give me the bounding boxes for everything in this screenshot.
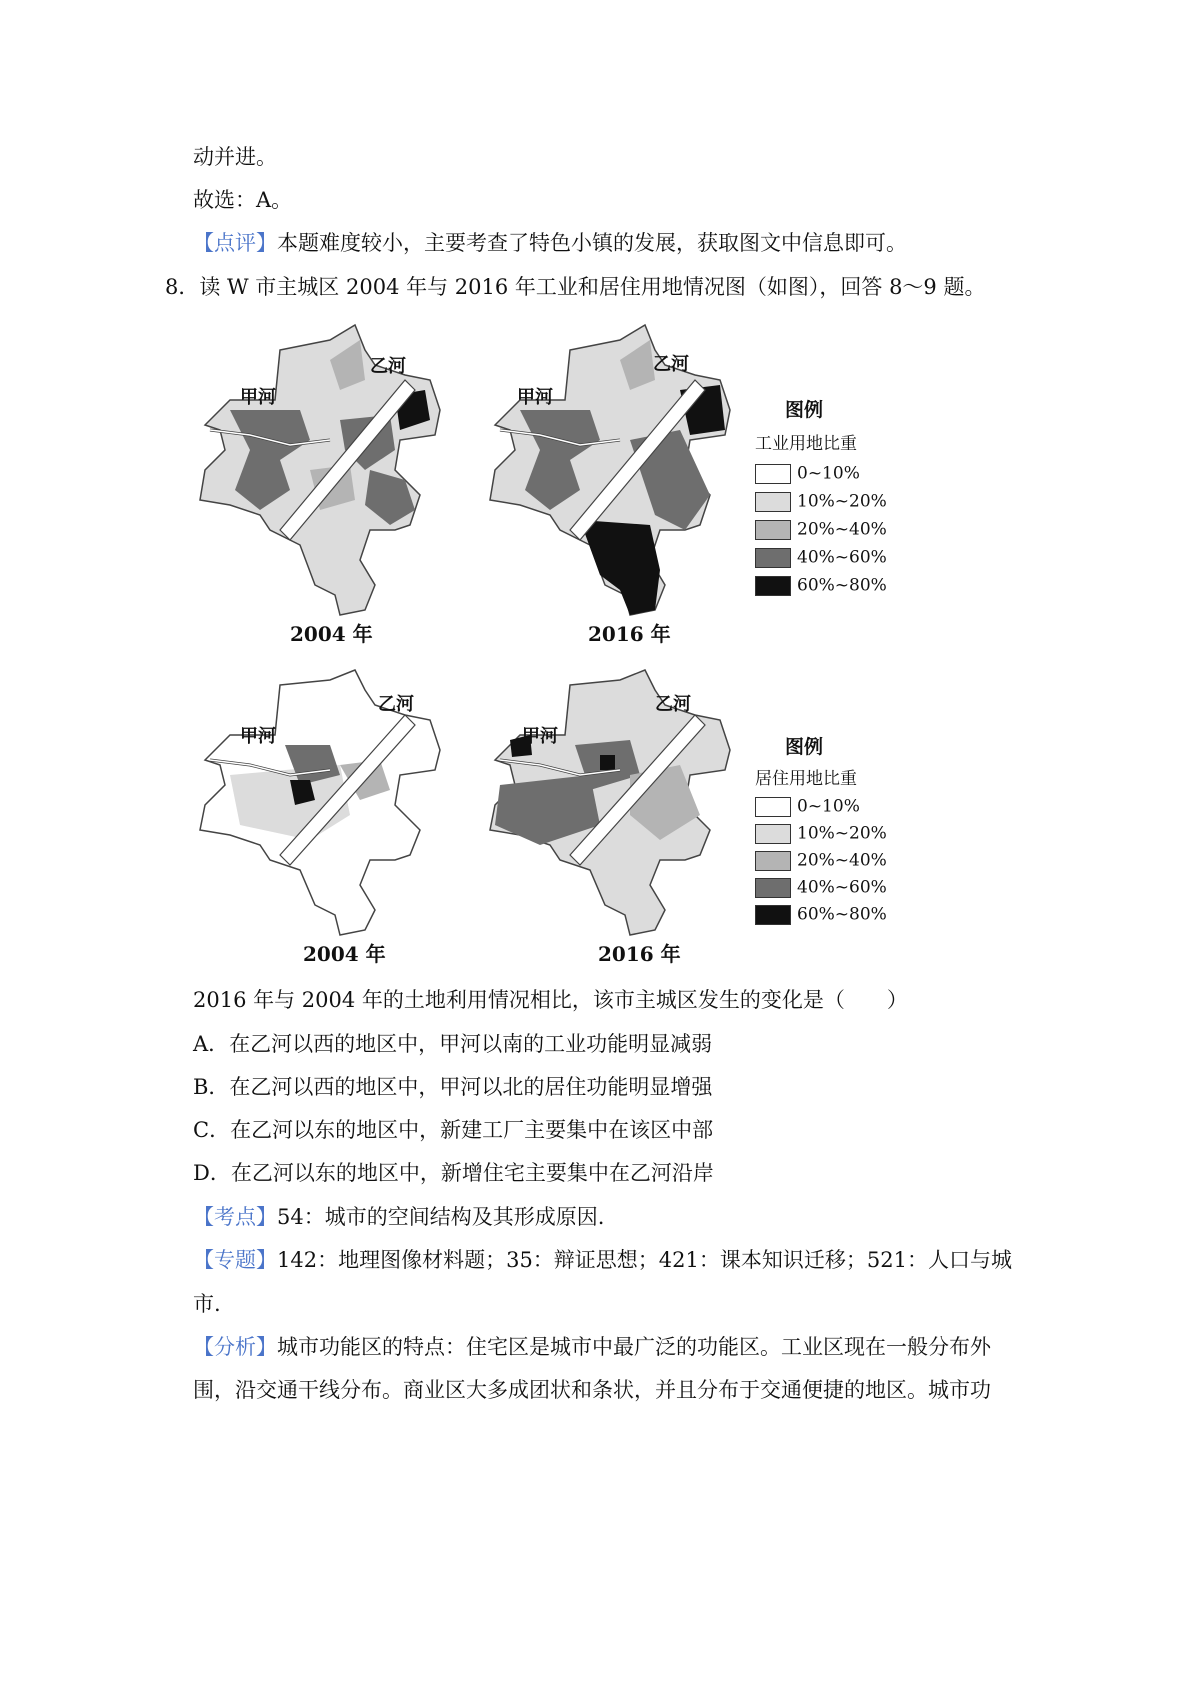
legend-label: 60%~80% [797,575,887,596]
legend-subtitle: 居住用地比重 [755,769,857,789]
option-a: A．在乙河以西的地区中，甲河以南的工业功能明显减弱 [193,1032,713,1056]
legend-swatch [755,464,791,484]
legend-swatch [755,797,791,817]
legend-label: 10%~20% [797,823,887,844]
residential-map-2004 [190,665,460,965]
comment-line [193,228,907,258]
legend-item [755,491,887,513]
residential-map-2016 [480,665,750,965]
comment-text: 本题难度较小，主要考查了特色小镇的发展，获取图文中信息即可。 [277,231,907,255]
legend-item [755,575,887,597]
legend-swatch [755,851,791,871]
legend-item [755,796,860,818]
industrial-map-2016 [480,320,750,640]
fenxi-text: 城市功能区的特点：住宅区是城市中最广泛的功能区。工业区现在一般分布外 [277,1335,991,1359]
question-intro [165,272,985,302]
legend-item [755,547,887,569]
caption-2004-bottom: 2004 年 [303,942,386,966]
fenxi-tag: 【分析】 [193,1335,277,1359]
kaodian-tag: 【考点】 [193,1205,277,1229]
legend-label: 40%~60% [797,877,887,898]
caption-2004-top: 2004 年 [290,622,373,646]
legend-swatch [755,824,791,844]
legend-swatch [755,492,791,512]
river-b-label-2: 乙河 [653,354,689,375]
legend-swatch [755,576,791,596]
zhuanti-line [193,1245,1012,1275]
river-b-label-3: 乙河 [378,694,414,715]
question-intro-text: 读 W 市主城区 2004 年与 2016 年工业和居住用地情况图（如图），回答 8～9 题。 [199,275,986,299]
legend-label: 10%~20% [797,491,887,512]
legend-item [755,877,887,899]
kaodian-text: 54：城市的空间结构及其形成原因. [277,1205,605,1229]
fenxi-line [193,1332,991,1362]
industrial-map-2004 [190,320,460,640]
legend-label: 60%~80% [797,904,887,925]
zhuanti-text: 142：地理图像材料题；35：辩证思想；421：课本知识迁移；521：人口与城 [277,1248,1012,1272]
river-a-label-3: 甲河 [240,726,276,747]
comment-tag: 【点评】 [193,231,277,255]
caption-2016-top: 2016 年 [588,622,671,646]
question-number: 8． [165,275,200,299]
legend-label: 20%~40% [797,850,887,871]
legend-title: 图例 [785,399,824,421]
legend-swatch [755,878,791,898]
river-a-label-1: 甲河 [240,387,276,408]
caption-2016-bottom: 2016 年 [598,942,681,966]
legend-item [755,850,887,872]
text-line-1: 动并进。 [193,145,277,169]
legend-subtitle: 工业用地比重 [755,434,857,454]
kaodian-line [193,1202,604,1232]
legend-item [755,519,887,541]
legend-item [755,823,887,845]
legend-title: 图例 [785,736,824,758]
zhuanti-line-2: 市. [193,1292,221,1316]
river-a-label-2: 甲河 [517,387,553,408]
legend-label: 0~10% [797,796,860,817]
river-b-label-1: 乙河 [370,356,406,377]
legend-swatch [755,905,791,925]
legend-label: 20%~40% [797,519,887,540]
legend-label: 40%~60% [797,547,887,568]
legend-swatch [755,548,791,568]
river-a-label-4: 甲河 [522,726,558,747]
option-c: C．在乙河以东的地区中，新建工厂主要集中在该区中部 [193,1118,714,1142]
zhuanti-tag: 【专题】 [193,1248,277,1272]
question-stem: 2016 年与 2004 年的土地利用情况相比，该市主城区发生的变化是（ ） [193,988,908,1012]
option-b: B．在乙河以西的地区中，甲河以北的居住功能明显增强 [193,1075,713,1099]
fenxi-line-2: 围，沿交通干线分布。商业区大多成团状和条状，并且分布于交通便捷的地区。城市功 [193,1378,991,1402]
legend-item [755,904,887,926]
legend-residential [755,732,905,942]
legend-industrial [755,395,905,605]
legend-label: 0~10% [797,463,860,484]
option-d: D．在乙河以东的地区中，新增住宅主要集中在乙河沿岸 [193,1161,714,1185]
legend-swatch [755,520,791,540]
river-b-label-4: 乙河 [655,694,691,715]
text-line-2: 故选：A。 [193,188,293,212]
legend-item [755,463,860,485]
